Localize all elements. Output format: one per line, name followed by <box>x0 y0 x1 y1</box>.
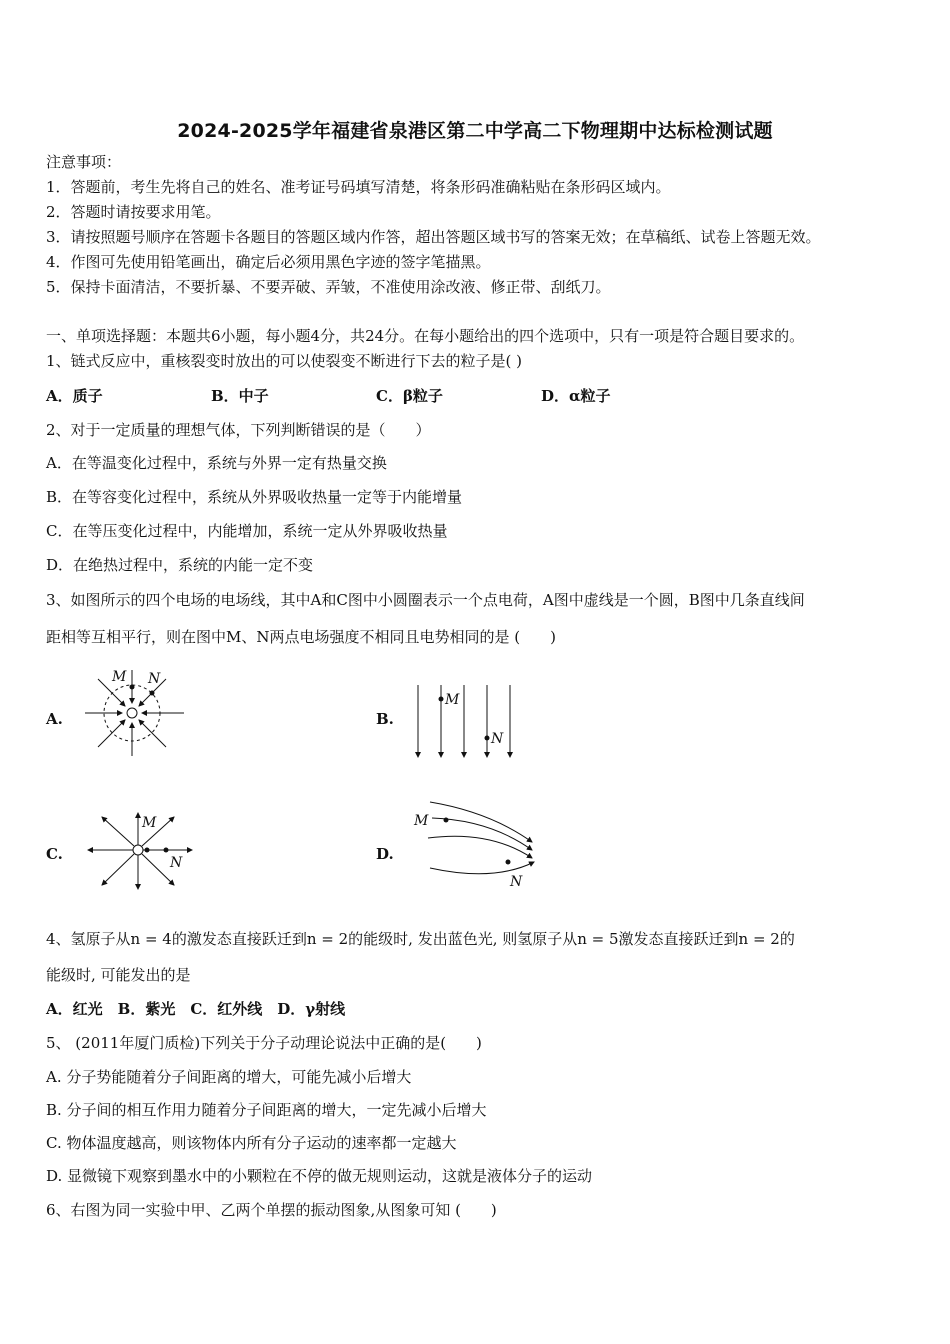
point-m-label: M <box>112 669 127 685</box>
point-m-label: M <box>445 692 460 708</box>
figure-c-field-lines <box>80 805 200 895</box>
question-stem: 4、氢原子从n = 4的激发态直接跃迁到n = 2的能级时, 发出蓝色光, 则氢原子从n = 5激发态直接跃迁到n = 2的 <box>46 930 795 948</box>
notice-item: 2．答题时请按要求用笔。 <box>46 203 221 221</box>
notice-item: 5．保持卡面清洁，不要折暴、不要弄破、弄皱，不准使用涂改液、修正带、刮纸刀。 <box>46 278 611 296</box>
figure-d-field-lines <box>410 798 540 893</box>
question-stem: 距相等互相平行，则在图中M、N两点电场强度不相同且电势相同的是 ( ) <box>46 628 556 646</box>
question-stem: 2、对于一定质量的理想气体，下列判断错误的是（ ） <box>46 421 431 439</box>
notice-item: 4．作图可先使用铅笔画出，确定后必须用黑色字迹的签字笔描黑。 <box>46 253 491 271</box>
question-stem: 1、链式反应中，重核裂变时放出的可以使裂变不断进行下去的粒子是( ) <box>46 352 523 370</box>
notice-heading: 注意事项： <box>46 153 122 171</box>
option-a: A. 分子势能随着分子间距离的增大，可能先减小后增大 <box>46 1068 412 1086</box>
option-d: D. 显微镜下观察到墨水中的小颗粒在不停的做无规则运动，这就是液体分子的运动 <box>46 1167 593 1185</box>
question-stem: 6、右图为同一实验中甲、乙两个单摆的振动图象,从图象可知 ( ) <box>46 1201 497 1219</box>
question-stem: 3、如图所示的四个电场的电场线，其中A和C图中小圆圈表示一个点电荷，A图中虚线是一个圆，B图中几条直线间 <box>46 591 805 609</box>
figure-label-b: B. <box>376 710 394 728</box>
option-a: A．质子 <box>46 387 103 405</box>
question-options: A．红光 B．紫光 C．红外线 D．γ射线 <box>46 1000 346 1018</box>
option-c: C．在等压变化过程中，内能增加，系统一定从外界吸收热量 <box>46 522 448 540</box>
question-stem: 5、 (2011年厦门质检)下列关于分子动理论说法中正确的是( ) <box>46 1034 482 1052</box>
point-m-label: M <box>142 815 157 831</box>
figure-label-c: C. <box>46 845 63 863</box>
point-n-label: N <box>491 731 504 747</box>
figure-a-field-lines <box>80 665 190 775</box>
point-n-label: N <box>510 874 523 890</box>
option-d: D．在绝热过程中，系统的内能一定不变 <box>46 556 314 574</box>
option-b: B．在等容变化过程中，系统从外界吸收热量一定等于内能增量 <box>46 488 463 506</box>
page-title: 2024-2025学年福建省泉港区第二中学高二下物理期中达标检测试题 <box>177 120 773 142</box>
option-b: B．中子 <box>211 387 269 405</box>
point-n-label: N <box>170 855 183 871</box>
option-d: D．α粒子 <box>541 387 611 405</box>
notice-item: 1．答题前，考生先将自己的姓名、准考证号码填写清楚，将条形码准确粘贴在条形码区域内。 <box>46 178 671 196</box>
figure-label-d: D. <box>376 845 394 863</box>
notice-item: 3．请按照题号顺序在答题卡各题目的答题区域内作答，超出答题区域书写的答案无效；在草稿纸、试卷上答题无效。 <box>46 228 821 246</box>
figure-label-a: A. <box>46 710 63 728</box>
question-stem: 能级时, 可能发出的是 <box>46 966 191 984</box>
option-c: C．β粒子 <box>376 387 443 405</box>
option-c: C. 物体温度越高，则该物体内所有分子运动的速率都一定越大 <box>46 1134 457 1152</box>
option-b: B. 分子间的相互作用力随着分子间距离的增大，一定先减小后增大 <box>46 1101 487 1119</box>
point-m-label: M <box>414 813 429 829</box>
section-heading: 一、单项选择题：本题共6小题，每小题4分，共24分。在每小题给出的四个选项中，只有一项是符合题目要求的。 <box>46 327 805 345</box>
point-n-label: N <box>148 671 161 687</box>
option-a: A．在等温变化过程中，系统与外界一定有热量交换 <box>46 454 387 472</box>
figure-b-field-lines <box>408 683 518 763</box>
